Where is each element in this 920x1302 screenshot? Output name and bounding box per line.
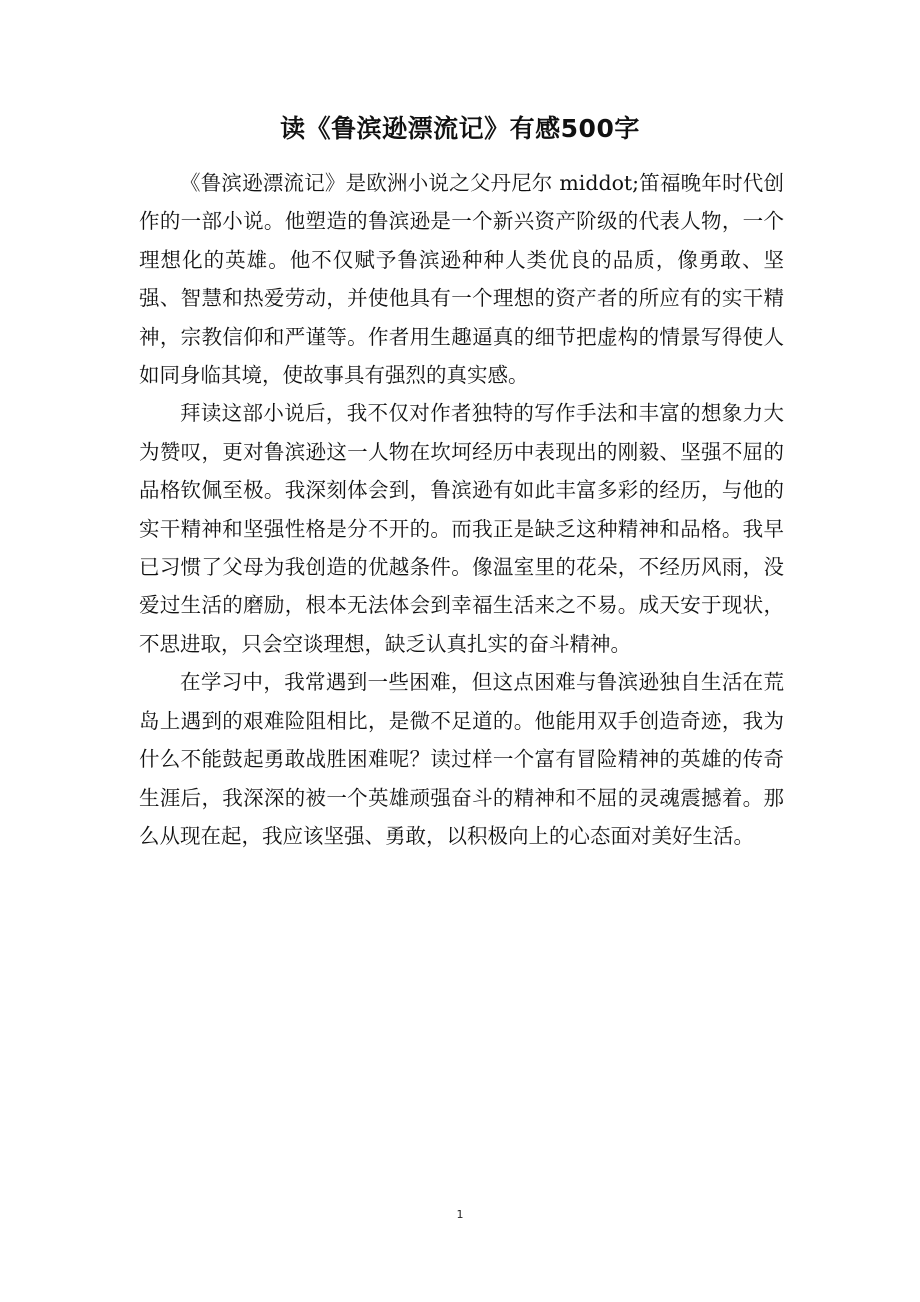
paragraph-1: 《鲁滨逊漂流记》是欧洲小说之父丹尼尔 middot;笛福晚年时代创作的一部小说。他塑造的鲁滨逊是一个新兴资产阶级的代表人物，一个理想化的英雄。他不仅赋予鲁滨逊种种人类优良的品质，像勇敢、坚强、智慧和热爱劳动，并使他具有一个理想的资产者的所应有的实干精神，宗教信仰和严谨等。作者用生趣逼真的细节把虚构的情景写得使人如同身临其境，使故事具有强烈的真实感。: [139, 171, 784, 388]
paragraph-3: 在学习中，我常遇到一些困难，但这点困难与鲁滨逊独自生活在荒岛上遇到的艰难险阻相比，是微不足道的。他能用双手创造奇迹，我为什么不能鼓起勇敢战胜困难呢？读过样一个富有冒险精神的英雄的传奇生涯后，我深深的被一个英雄顽强奋斗的精神和不屈的灵魂震撼着。那么从现在起，我应该坚强、勇敢，以积极向上的心态面对美好生活。: [139, 670, 784, 848]
document-title: 读《鲁滨逊漂流记》有感500字: [280, 114, 640, 143]
page-number: 1: [456, 1208, 464, 1221]
document-body: [139, 164, 784, 855]
paragraph-2: 拜读这部小说后，我不仅对作者独特的写作手法和丰富的想象力大为赞叹，更对鲁滨逊这一人物在坎坷经历中表现出的刚毅、坚强不屈的品格钦佩至极。我深刻体会到，鲁滨逊有如此丰富多彩的经历，与他的实干精神和坚强性格是分不开的。而我正是缺乏这种精神和品格。我早已习惯了父母为我创造的优越条件。像温室里的花朵，不经历风雨，没爱过生活的磨励，根本无法体会到幸福生活来之不易。成天安于现状，不思进取，只会空谈理想，缺乏认真扎实的奋斗精神。: [139, 401, 784, 656]
